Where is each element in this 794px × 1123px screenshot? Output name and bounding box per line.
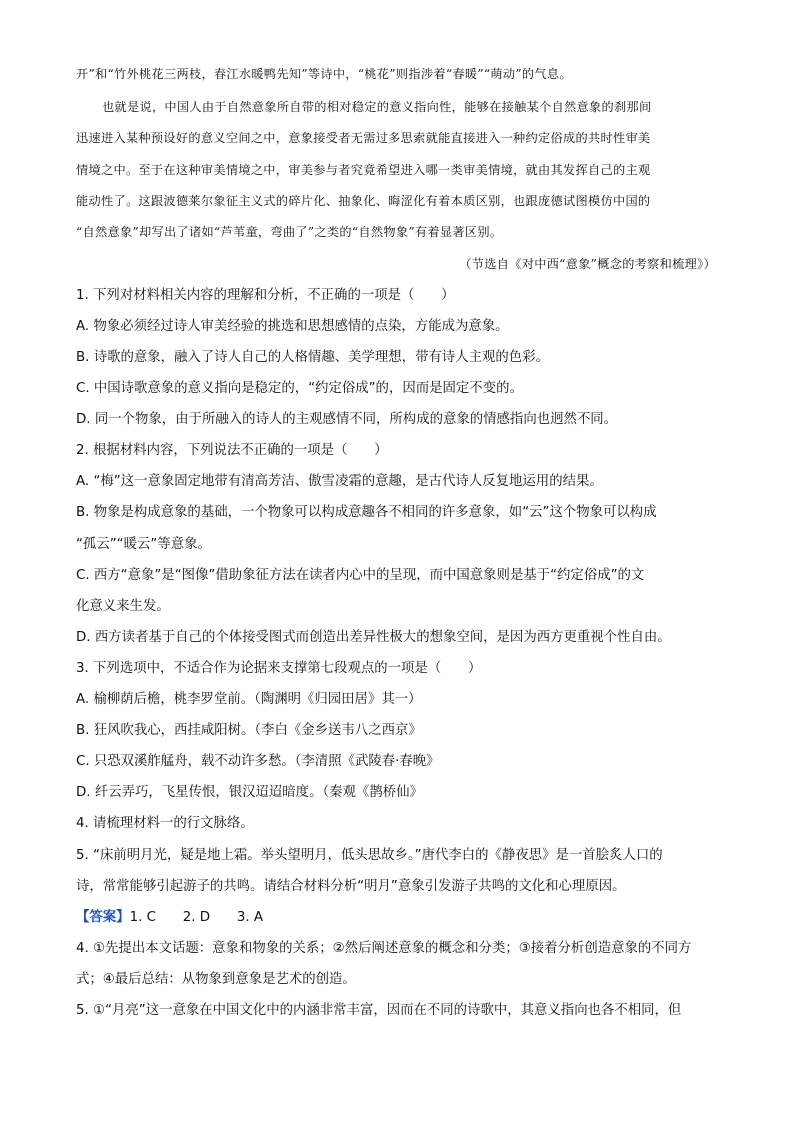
answer-4-line-2: 式；④最后总结：从物象到意象是艺术的创造。	[76, 972, 356, 987]
answer-tag: 【答案】	[76, 910, 130, 925]
passage-line-1: 开”和“竹外桃花三两枝，春江水暖鸭先知”等诗中，“桃花”则指涉着“春暖”“萌动”的气息。	[76, 67, 572, 81]
question-2-option-d: D. 西方读者基于自己的个体接受图式而创造出差异性极大的想象空间，是因为西方更重视个性自由。	[76, 630, 671, 645]
question-4-stem: 4. 请梳理材料一的行文脉络。	[76, 816, 254, 831]
question-3-option-d: D. 纤云弄巧，飞星传恨，银汉迢迢暗度。（秦观《鹊桥仙》	[76, 785, 423, 800]
question-5-stem-line-2: 诗，常常能够引起游子的共鸣。请结合材料分析“明月”意象引发游子共鸣的文化和心理原因。	[76, 879, 626, 894]
question-5-stem-line-1: 5. “床前明月光，疑是地上霜。举头望明月，低头思故乡。”唐代李白的《静夜思》是一首脍炙人口的	[76, 848, 663, 863]
question-1-stem: 1. 下列对材料相关内容的理解和分析，不正确的一项是（ ）	[76, 288, 455, 303]
question-2-option-c-line-2: 化意义来生发。	[76, 599, 170, 614]
answer-4-line-1: 4. ①先提出本文话题：意象和物象的关系；②然后阐述意象的概念和分类；③接着分析创造意象的不同方	[76, 941, 692, 956]
question-1-option-d: D. 同一个物象，由于所融入的诗人的主观感情不同，所构成的意象的情感指向也迥然不同。	[76, 412, 618, 427]
passage-line-2: 也就是说，中国人由于自然意象所自带的相对稳定的意义指向性，能够在接触某个自然意象的刹那间	[102, 100, 652, 114]
question-2-option-a: A. “梅”这一意象固定地带有清高芳洁、傲雪凌霜的意趣，是古代诗人反复地运用的结果。	[76, 474, 603, 489]
passage-line-4: 情境之中。至于在这种审美情境之中，审美参与者究竟希望进入哪一类审美情境，就由其发挥自己的主观	[76, 163, 651, 177]
passage-line-5: 能动性了。这跟波德莱尔象征主义式的碎片化、抽象化、晦涩化有着本质区别，也跟庞德试图模仿中国的	[76, 194, 651, 208]
question-3-stem: 3. 下列选项中，不适合作为论据来支撑第七段观点的一项是（ ）	[76, 661, 482, 676]
question-3-option-c: C. 只恐双溪舴艋舟，载不动许多愁。（李清照《武陵春·春晚》	[76, 754, 440, 769]
question-3-option-b: B. 狂风吹我心，西挂咸阳树。（李白《金乡送韦八之西京》	[76, 723, 422, 738]
answer-5-line-1: 5. ①“月亮”这一意象在中国文化中的内涵非常丰富，因而在不同的诗歌中，其意义指向也各不相同，但	[76, 1003, 682, 1018]
answer-choices: 1. C 2. D 3. A	[129, 910, 264, 925]
question-2-option-c-line-1: C. 西方“意象”是“图像”借助象征方法在读者内心中的呈现，而中国意象则是基于“约定俗成”的文	[76, 568, 645, 583]
question-2-option-b-line-1: B. 物象是构成意象的基础，一个物象可以构成意趣各不相同的许多意象，如“云”这个物象可以构成	[76, 505, 657, 520]
passage-line-6: “自然意象”却写出了诸如“芦苇童，弯曲了”之类的“自然物象”有着显著区别。	[76, 225, 503, 239]
question-3-option-a: A. 榆柳荫后檐，桃李罗堂前。（陶渊明《归园田居》其一）	[76, 692, 422, 707]
question-2-stem: 2. 根据材料内容，下列说法不正确的一项是（ ）	[76, 443, 388, 458]
answer-choices-row	[76, 908, 263, 928]
question-2-option-b-line-2: “孤云”“暖云”等意象。	[76, 537, 211, 552]
passage-line-3: 迅速进入某种预设好的意义空间之中，意象接受者无需过多思索就能直接进入一种约定俗成的共时性审美	[76, 131, 651, 145]
question-1-option-a: A. 物象必须经过诗人审美经验的挑选和思想感情的点染，方能成为意象。	[76, 319, 509, 334]
question-1-option-c: C. 中国诗歌意象的意义指向是稳定的，“约定俗成”的，因而是固定不变的。	[76, 381, 523, 396]
question-1-option-b: B. 诗歌的意象，融入了诗人自己的人格情趣、美学理想，带有诗人主观的色彩。	[76, 350, 549, 365]
passage-citation: （节选自《对中西“意象”概念的考察和梳理》）	[459, 257, 716, 271]
